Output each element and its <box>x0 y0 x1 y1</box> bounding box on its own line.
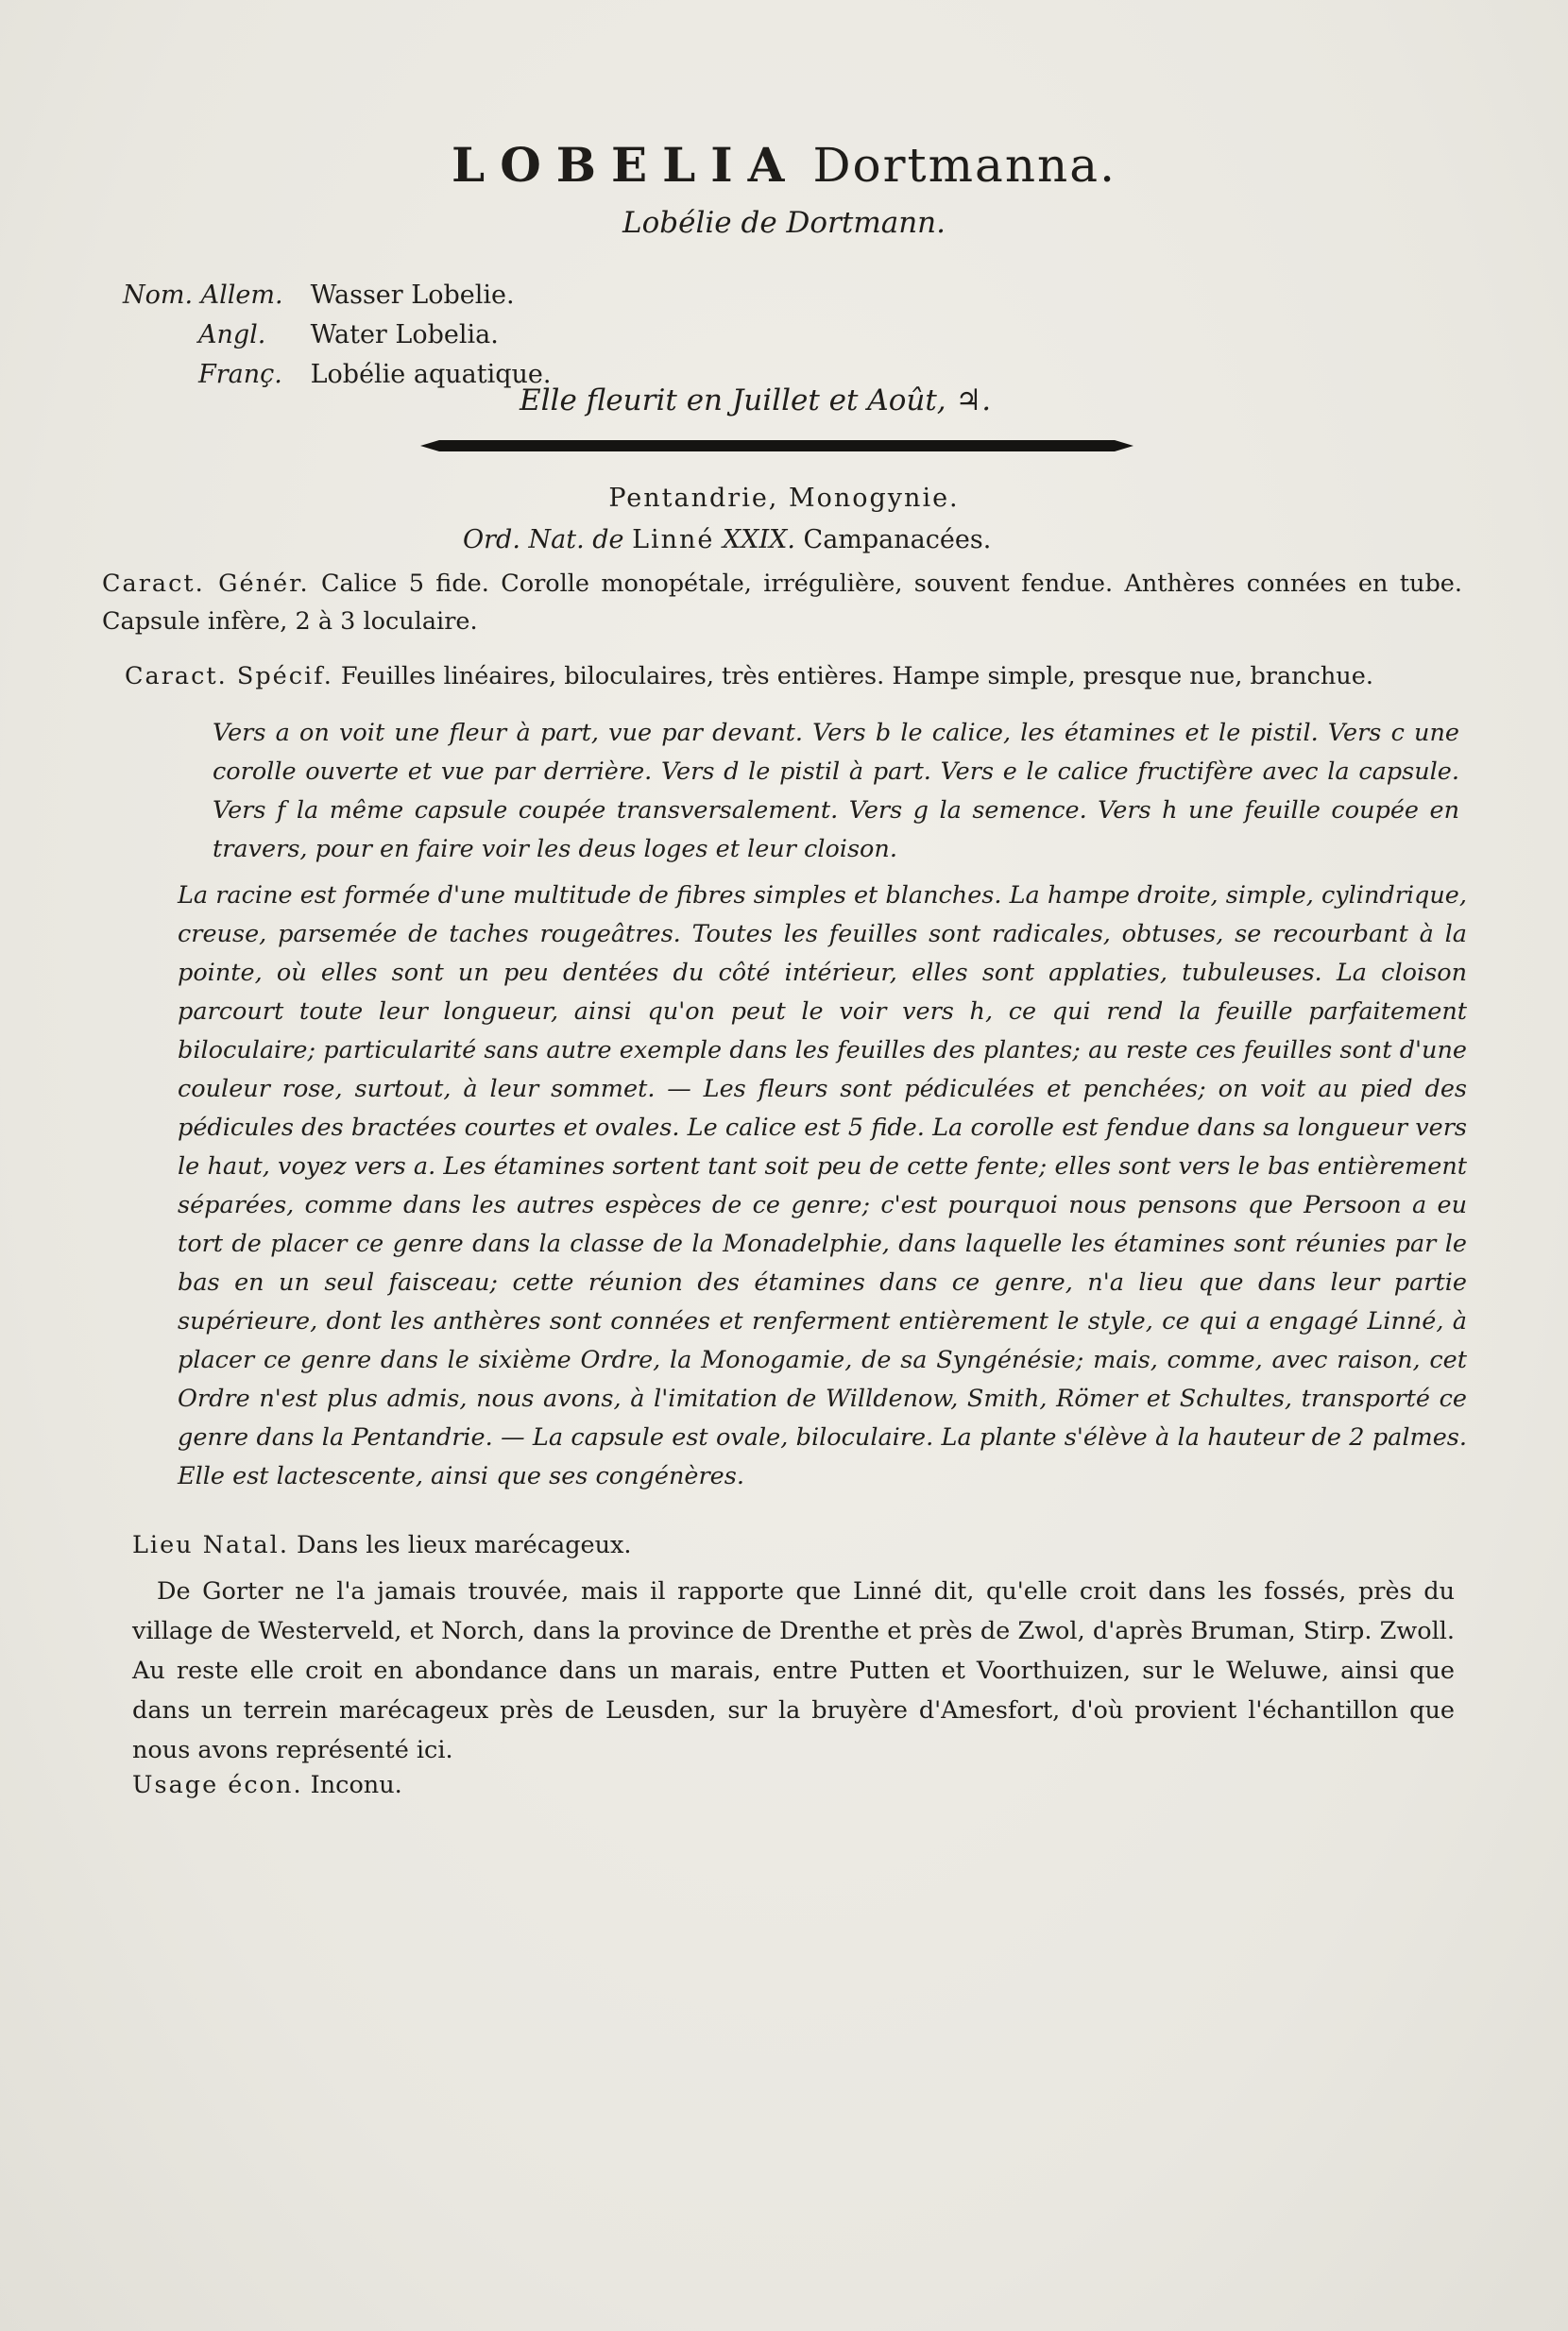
name-row-allem <box>123 276 551 315</box>
french-subtitle: Lobélie de Dortmann. <box>622 206 946 240</box>
usage-label: Usage écon. <box>132 1771 303 1799</box>
habitat-details: De Gorter ne l'a jamais trouvée, mais il rapporte que Linné dit, qu'elle croit dans les fossés, près du village de Westerveld, et Norch, dans la province de Drenthe et près de Zwol, d'après Bruman, Stirp. Zwoll. Au reste elle croit en abondance dans un marais, entre Putten et Voorthuizen, sur le Weluwe, ainsi que dans un terrein marécageux près de Leusden, sur la bruyère d'Amesfort, d'où provient l'échantillon que nous avons représenté ici. <box>132 1577 1455 1764</box>
name-row-franc <box>123 355 551 395</box>
allem-label: Nom. Allem. <box>123 281 283 310</box>
caract-specif-label: Caract. Spécif. <box>125 662 333 690</box>
flowering-time: Elle fleurit en Juillet et Août, ♃. <box>520 383 992 417</box>
page-title <box>0 137 1568 193</box>
caract-specif-text: Feuilles linéaires, biloculaires, très entières. Hampe simple, presque nue, branchue. <box>340 662 1373 690</box>
genus-name: LOBELIA <box>452 137 800 193</box>
allem-value: Wasser Lobelie. <box>310 281 515 310</box>
common-names <box>123 276 551 395</box>
lieu-natal-text: Dans les lieux marécageux. <box>297 1531 632 1559</box>
order-author: Linné <box>632 525 715 554</box>
franc-value: Lobélie aquatique. <box>310 360 552 389</box>
decorative-rule <box>420 436 1133 455</box>
figure-explanation-text: Vers a on voit une fleur à part, vue par devant. Vers b le calice, les étamines et le pistil. Vers c une corolle ouverte et vue par derrière. Vers d le pistil à part. Vers e le calice fructifère avec la capsule. Vers f la même capsule coupée transversalement. Vers g la semence. Vers h une feuille coupée en travers, pour en faire voir les deus loges et leur cloison. <box>213 719 1459 863</box>
linnaean-class: Pentandrie, Monogynie. <box>608 484 960 513</box>
angl-value: Water Lobelia. <box>310 320 499 349</box>
figure-explanation <box>213 714 1459 869</box>
order-number: XXIX. <box>723 525 795 554</box>
name-row-angl <box>123 315 551 355</box>
species-name: Dortmanna. <box>812 138 1116 193</box>
franc-label: Franç. <box>198 360 282 389</box>
native-habitat <box>132 1526 1455 1564</box>
usage-text: Inconu. <box>310 1771 402 1799</box>
caract-gener-label: Caract. Génér. <box>102 570 310 598</box>
order-prefix: Ord. Nat. de <box>463 525 624 554</box>
specific-characters <box>125 657 1466 695</box>
plant-description-text: La racine est formée d'une multitude de fibres simples et blanches. La hampe droite, simple, cylindrique, creuse, parsemée de taches rougeâtres. Toutes les feuilles sont radicales, obtuses, se recourbant à la pointe, où elles sont un peu dentées du côté intérieur, elles sont applaties, tubuleuses. La cloison parcourt toute leur longueur, ainsi qu'on peut le voir vers h, ce qui rend la feuille parfaitement biloculaire; particularité sans autre exemple dans les feuilles des plantes; au reste ces feuilles sont d'une couleur rose, surtout, à leur sommet. — Les fleurs sont pédiculées et penchées; on voit au pied des pédicules des bractées courtes et ovales. Le calice est 5 fide. La corolle est fendue dans sa longueur vers le haut, voyez vers a. Les étamines sortent tant soit peu de cette fente; elles sont vers le bas entièrement séparées, comme dans les autres espèces de ce genre; c'est pourquoi nous pensons que Persoon a eu tort de placer ce genre dans la classe de la Monadelphie, dans laquelle les étamines sont réunies par le bas en un seul faisceau; cette réunion des étamines dans ce genre, n'a lieu que dans leur partie supérieure, dont les anthères sont connées et renferment entièrement le style, ce qui a engagé Linné, à placer ce genre dans le sixième Ordre, la Monogamie, de sa Syngénésie; mais, comme, avec raison, cet Ordre n'est plus admis, nous avons, à l'imitation de Willdenow, Smith, Römer et Schultes, transporté ce genre dans la Pentandrie. — La capsule est ovale, biloculaire. La plante s'élève à la hauteur de 2 palmes. Elle est lactescente, ainsi que ses congénères. <box>178 881 1467 1490</box>
order-family: Campanacées. <box>803 525 992 554</box>
angl-label: Angl. <box>198 320 266 349</box>
plant-description <box>178 876 1467 1496</box>
lieu-natal-label: Lieu Natal. <box>132 1531 289 1559</box>
caract-gener-text: Calice 5 fide. Corolle monopétale, irrégulière, souvent fendue. Anthères connées en tube. Capsule infère, 2 à 3 loculaire. <box>102 570 1462 636</box>
generic-characters <box>102 565 1462 640</box>
natural-order <box>463 525 991 554</box>
economic-use <box>132 1766 1455 1804</box>
